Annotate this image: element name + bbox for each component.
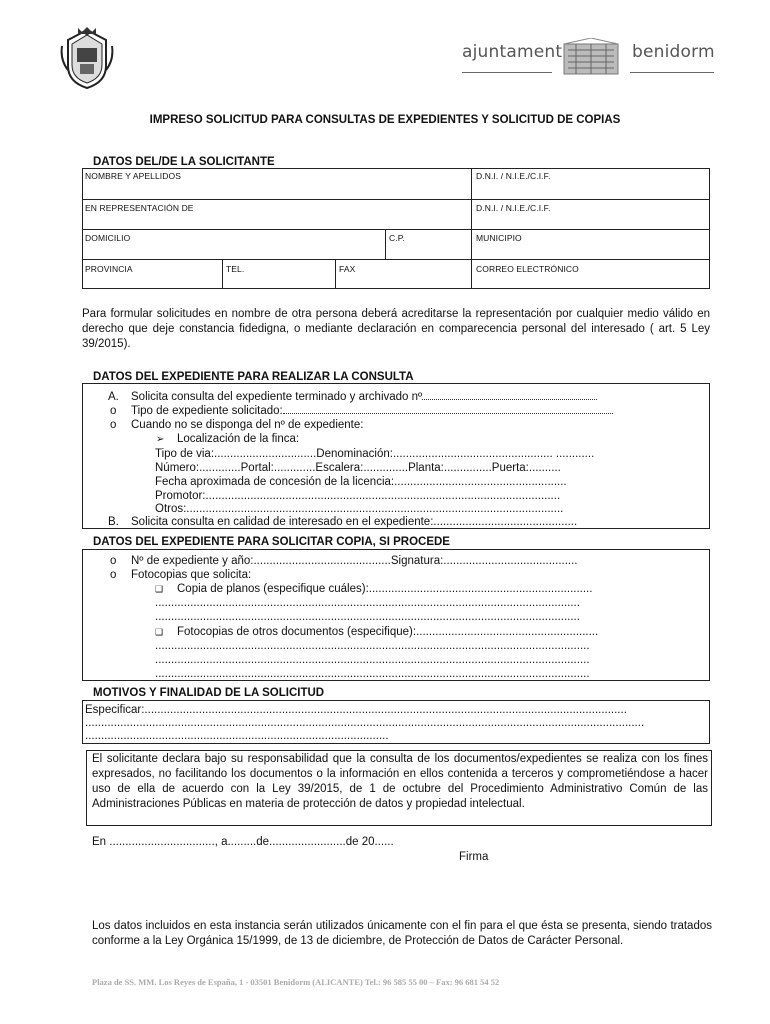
consulta-a-marker: A. — [108, 391, 119, 403]
tel-field[interactable]: TEL. — [226, 264, 245, 274]
otros-docs-checkbox-icon[interactable]: ❑ — [155, 627, 164, 637]
logo-right-text: benidorm — [632, 42, 715, 62]
motivos-dots-line[interactable]: ............................................................................................................................................................................... — [85, 717, 645, 729]
document-title: IMPRESO SOLICITUD PARA CONSULTAS DE EXPEDIENTES Y SOLICITUD DE COPIAS — [149, 114, 621, 126]
arrow-bullet-icon: ➢ — [156, 434, 165, 445]
privacy-note: Los datos incluidos en esta instancia serán utilizados únicamente con el fin para el que ésta se presenta, siendo tratados conforme a la Ley Orgánica 15/1999, de 13 de diciembre, de Protección de Datos de Carácter Personal. — [92, 920, 712, 947]
representation-field[interactable]: EN REPRESENTACIÓN DE — [85, 203, 194, 213]
numero-field[interactable]: Número:.............Portal:.............Escalera:..............Planta:...............Puerta:.......... — [155, 462, 561, 474]
footer-address: Plaza de SS. MM. Los Reyes de España, 1 - 03501 Benidorm (ALICANTE) Tel.: 96 585 55 00 – Fax: 96 681 54 52 — [92, 977, 500, 987]
place-date-field[interactable]: En ................................., a.........de........................de 20...... — [92, 836, 394, 848]
firma-label: Firma — [459, 851, 489, 863]
dni-field[interactable]: D.N.I. / N.I.E./C.I.F. — [476, 171, 551, 181]
planos-dots-line[interactable]: ..................................................................................................................................... — [155, 597, 580, 609]
otros-docs-field[interactable]: Fotocopias de otros documentos (especifique):......................................................... — [177, 626, 599, 638]
applicant-row-divider-3 — [82, 259, 710, 260]
interesado-field[interactable]: Solicita consulta en calidad de interesado en el expediente:............................................. — [131, 516, 578, 528]
expediente-type-field[interactable]: Tipo de expediente solicitado: — [131, 405, 613, 418]
archive-number-blank[interactable] — [422, 399, 597, 400]
fotocopias-label: Fotocopias que solicita: — [131, 569, 252, 581]
logo-left-text: ajuntament — [462, 42, 563, 62]
logo-underline-right — [630, 72, 714, 73]
motivos-dots-line[interactable]: ............................................................................................... — [85, 730, 389, 742]
planos-field[interactable]: Copia de planos (especifique cuáles):...................................................................... — [177, 583, 593, 595]
via-field[interactable]: Tipo de via:................................Denominación:.................................................. ............ — [155, 448, 595, 460]
planos-checkbox-icon[interactable]: ❑ — [155, 584, 164, 594]
representation-dni-field[interactable]: D.N.I. / N.I.E./C.I.F. — [476, 203, 551, 213]
province-field[interactable]: PROVINCIA — [85, 264, 133, 274]
declaration-text: El solicitante declara bajo su responsabilidad que la consulta de los documentos/expedientes se realiza con los fines expresados, no facilitando los documentos o la información en ellos contenida a terceros y comprometiéndose a hacer uso de ella de acuerdo con la Ley 39/2015, de 1 de octubre del Procedimiento Administrativo Común de las Administraciones Públicas en materia de protección de datos y propiedad intelectual. — [92, 753, 708, 810]
applicant-row-divider-2 — [82, 229, 710, 230]
name-field[interactable]: NOMBRE Y APELLIDOS — [85, 171, 181, 181]
address-field[interactable]: DOMICILIO — [85, 233, 131, 243]
applicant-col-divider-cp — [385, 229, 386, 259]
otros-field[interactable]: Otros:...................................................................................................................... — [155, 503, 564, 515]
copia-heading: DATOS DEL EXPEDIENTE PARA SOLICITAR COPIA, SI PROCEDE — [93, 536, 450, 548]
bullet-o: o — [110, 419, 117, 431]
fecha-licencia-field[interactable]: Fecha aproximada de concesión de la licencia:...................................................... — [155, 476, 567, 488]
bullet-o: o — [110, 405, 117, 417]
otros-docs-dots-line[interactable]: ........................................................................................................................................ — [155, 654, 590, 666]
applicant-col-divider-tel — [222, 259, 223, 289]
expediente-type-blank[interactable] — [283, 413, 613, 414]
postal-code-field[interactable]: C.P. — [389, 233, 405, 243]
fax-field[interactable]: FAX — [339, 264, 356, 274]
planos-dots-line[interactable]: ..................................................................................................................................... — [155, 611, 580, 623]
logo-underline-left — [462, 72, 552, 73]
coat-of-arms-logo — [60, 26, 114, 90]
promotor-field[interactable]: Promotor:............................................................................................................... — [155, 490, 561, 502]
motivos-heading: MOTIVOS Y FINALIDAD DE LA SOLICITUD — [93, 687, 325, 699]
motivos-especificar-field[interactable]: Especificar:....................................................................................................................................................... — [85, 704, 627, 716]
copia-expediente-field[interactable]: Nº de expediente y año:...........................................Signatura:.......................................... — [131, 555, 578, 567]
otros-docs-dots-line[interactable]: ........................................................................................................................................ — [155, 640, 590, 652]
consulta-b-marker: B. — [108, 516, 119, 528]
ajuntament-benidorm-logo — [462, 38, 714, 80]
consulta-heading: DATOS DEL EXPEDIENTE PARA REALIZAR LA CONSULTA — [93, 371, 414, 383]
representation-note: Para formular solicitudes en nombre de otra persona deberá acreditarse la representación por cualquier medio válido en derecho que deje constancia fidedigna, o mediante declaración en comparecencia personal del interesado ( art. 5 Ley 39/2015). — [82, 308, 710, 350]
no-expediente-label: Cuando no se disponga del nº de expediente: — [131, 419, 364, 431]
municipality-field[interactable]: MUNICIPIO — [476, 233, 522, 243]
applicant-row-divider-1 — [82, 199, 710, 200]
email-field[interactable]: CORREO ELECTRÓNICO — [476, 264, 579, 274]
bullet-o: o — [110, 569, 117, 581]
consulta-a-text[interactable]: Solicita consulta del expediente terminado y archivado nº — [131, 391, 597, 404]
applicant-heading: DATOS DEL/DE LA SOLICITANTE — [93, 156, 275, 168]
localizacion-label: Localización de la finca: — [177, 433, 300, 445]
bullet-o: o — [110, 555, 117, 567]
logo-building-image — [556, 38, 626, 78]
otros-docs-dots-line[interactable]: ........................................................................................................................................ — [155, 668, 590, 680]
applicant-col-divider-fax — [335, 259, 336, 289]
applicant-col-divider-dni — [471, 168, 472, 289]
